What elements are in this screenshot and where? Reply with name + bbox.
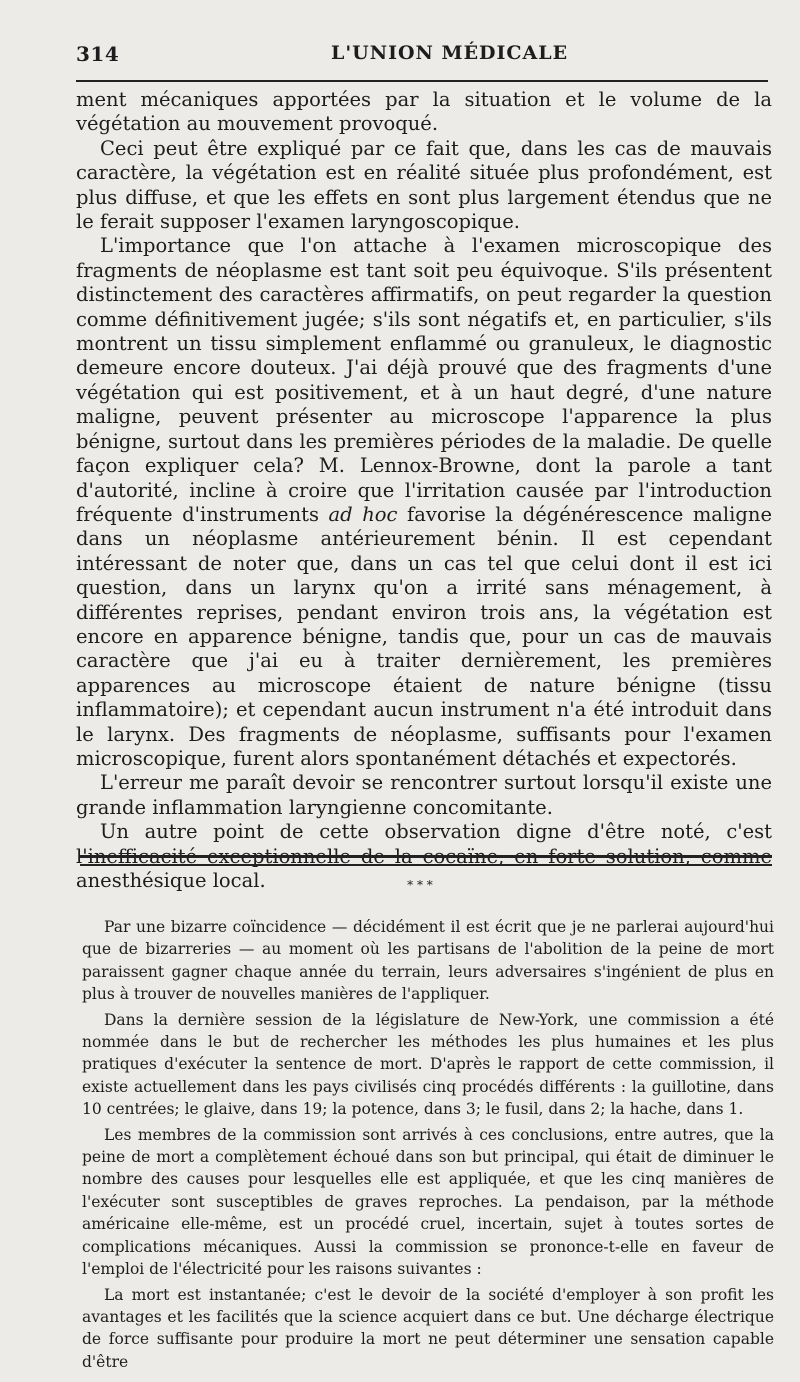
chronicle-paragraph-4: La mort est instantanée; c'est le devoir de la société d'employer à son profit les avantages et les facilités que la science acquiert dans ce but. Une décharge électrique de force suffisante pour produire la mort ne peut déterminer une sensation capable d'être: [82, 1285, 774, 1371]
asterism: * * *: [407, 878, 433, 892]
main-paragraph-1: ment mécaniques apportées par la situation et le volume de la végétation au mouvement provoqué.: [76, 88, 772, 136]
chronicle-paragraph-1: Par une bizarre coïncidence — décidément il est écrit que je ne parlerai aujourd'hui que de bizarreries — au moment où les partisans de l'abolition de la peine de mort paraissent gagner chaque année du terrain, leurs adversaires s'ingénient de plus en plus à trouver de nouvelles manières de l'appliquer.: [82, 918, 774, 1004]
main-paragraph-3-continuation: favorise la dégénérescence maligne dans un néoplasme antérieurement bénin. Il est cependant intéressant de noter que, dans un cas tel que celui dont il est ici question, dans un larynx qu'on a irrité sans ménagement, à différentes reprises, pendant environ trois ans, la végétation est encore en apparence bénigne, tandis que, pour un cas de mauvais caractère que j'ai eu à traiter dernièrement, les premières apparences au microscope étaient de nature bénigne (tissu inflammatoire); et cependant aucun instrument n'a été introduit dans le larynx. Des fragments de néoplasme, suffisants pour l'examen microscopique, furent alors spontanément détachés et expectorés.: [76, 502, 772, 770]
chronicle-paragraph-2: Dans la dernière session de la législature de New-York, une commission a été nommée dans le but de rechercher les méthodes les plus humaines et les plus pratiques d'exécuter la sentence de mort. D'après le rapport de cette commission, il existe actuellement dans les pays civilisés cinq procédés différents : la guillotine, dans 10 centrées; le glaive, dans 19; la potence, dans 3; le fusil, dans 2; la hache, dans 1.: [82, 1010, 774, 1119]
main-paragraph-2: Ceci peut être expliqué par ce fait que, dans les cas de mauvais caractère, la végétation est en réalité située plus profondément, est plus diffuse, et que les effets en sont plus largement étendus que ne le ferait supposer l'examen laryngoscopique.: [76, 136, 772, 234]
main-paragraph-3-text: L'importance que l'on attache à l'examen microscopique des fragments de néoplasme est tant soit peu équivoque. S'ils présentent distinctement des caractères affirmatifs, on peut regarder la question comme définitivement jugée; s'ils sont négatifs et, en particulier, s'ils montrent un tissu simplement enflammé ou granuleux, le diagnostic demeure encore douteux. J'ai déjà prouvé que des fragments d'une végétation qui est positivement, et à un haut degré, d'une nature maligne, peuvent présenter au microscope l'apparence la plus bénigne, surtout dans les premières périodes de la maladie. De quelle façon expliquer cela? M. Lennox-Browne, dont la parole a tant d'autorité, incline à croire que l'irritation causée par l'introduction fréquente d'instruments: [76, 234, 772, 526]
main-paragraph-3: [76, 234, 772, 771]
page-header: [76, 36, 776, 76]
running-title: L'UNION MÉDICALE: [331, 42, 569, 64]
main-paragraph-5: Un autre point de cette observation digne d'être noté, c'est l'inefficacité exceptionnelle de la cocaïne, en forte solution, comme anesthésique local.: [76, 820, 772, 892]
page-number: 314: [76, 42, 120, 66]
main-paragraph-4: L'erreur me paraît devoir se rencontrer surtout lorsqu'il existe une grande inflammation laryngienne concomitante.: [76, 771, 772, 819]
chronicle-text: [82, 916, 774, 1376]
main-article-text: [76, 88, 772, 893]
section-double-rule: [80, 855, 772, 866]
header-rule: [76, 80, 768, 82]
italic-phrase: ad hoc: [328, 502, 398, 526]
chronicle-paragraph-3: Les membres de la commission sont arrivés à ces conclusions, entre autres, que la peine de mort a complètement échoué dans son but principal, qui était de diminuer le nombre des causes pour lesquelles elle est appliquée, et que les cinq manières de l'exécuter sont susceptibles de graves reproches. La pendaison, par la méthode américaine elle-même, est un procédé cruel, incertain, sujet à toutes sortes de complications mécaniques. Aussi la commission se prononce-t-elle en faveur de l'emploi de l'électricité pour les raisons suivantes :: [82, 1125, 774, 1279]
